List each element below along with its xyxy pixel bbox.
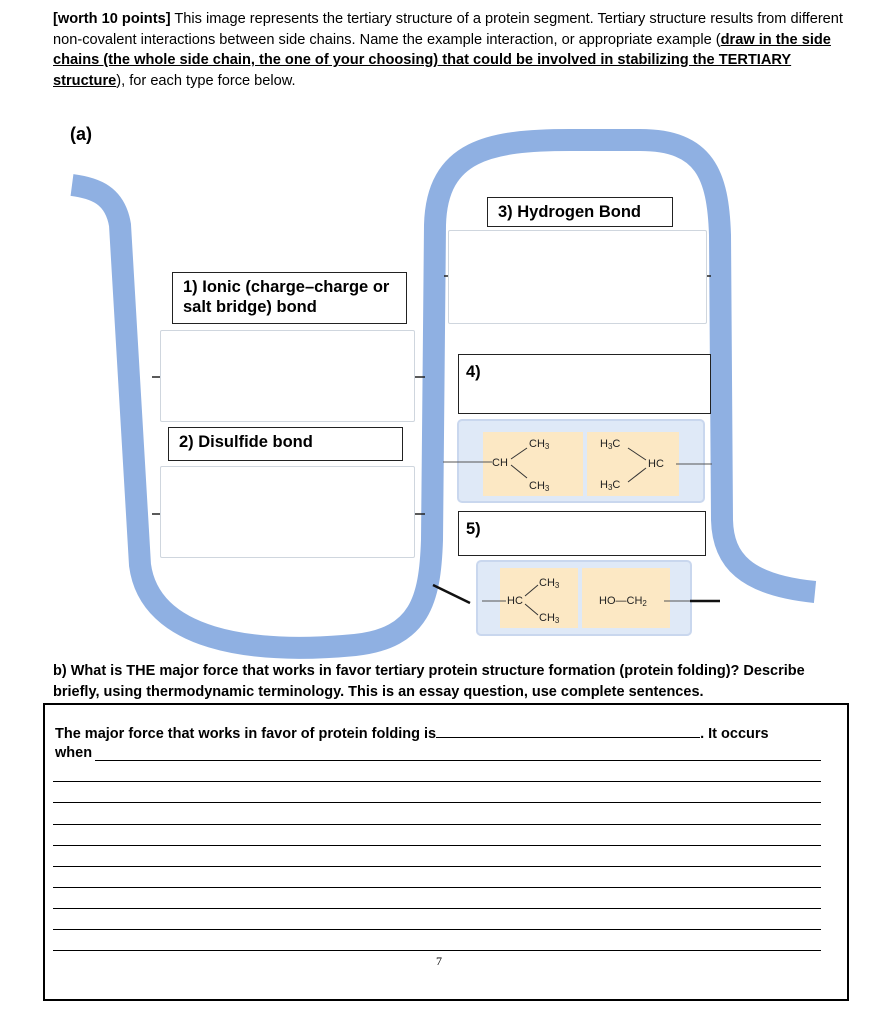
isopropyl-left-bottom: [529, 480, 549, 495]
essay-rule[interactable]: [53, 845, 821, 846]
hydrogen-bond-label: 3) Hydrogen Bond: [487, 197, 673, 227]
essay-rule[interactable]: [53, 866, 821, 867]
essay-prompt-line-1: [55, 723, 769, 742]
page-number: 7: [436, 954, 442, 968]
essay-line1-end: . It occurs: [700, 726, 769, 742]
essay-rule[interactable]: [95, 760, 821, 761]
chem-text: $CH_3$: [539, 612, 560, 625]
essay-answer-box[interactable]: [43, 703, 849, 1001]
essay-rule[interactable]: [53, 887, 821, 888]
essay-rule[interactable]: [53, 929, 821, 930]
isopropyl-right-top: [600, 438, 620, 453]
question-b-text: b) What is THE major force that works in favor tertiary protein structure formation (protein folding)? Describe briefly, using thermodynamic terminology. This is an essay question, use complete sentences.: [53, 663, 805, 700]
bottom-left-bottom: [539, 612, 559, 627]
chem-text: $CH_3$: [529, 480, 550, 493]
interaction-4-label: 4): [466, 363, 481, 381]
chem-text: $H_3C$: [600, 479, 621, 492]
interaction-5-label: 5): [466, 520, 481, 538]
disulfide-answer-box[interactable]: [160, 466, 415, 558]
points-label: [worth 10 points]: [53, 11, 171, 27]
isopropyl-left-ch: CH: [492, 457, 508, 469]
question-a-text-1: This image represents the tertiary structure of a protein segment. Tertiary structure results from different non-covalent interactions between side chains. Name the example interaction, or appropriate example (: [53, 11, 843, 48]
essay-rule[interactable]: [53, 824, 821, 825]
disulfide-bond-label: 2) Disulfide bond: [168, 427, 403, 461]
essay-line1-start: The major force that works in favor of protein folding is: [55, 726, 437, 742]
question-a-emphasis: draw in the side chains (the whole side chain, the one of your choosing) that could be involved in stabilizing the TERTIARY structure: [53, 31, 831, 89]
essay-rule[interactable]: [53, 781, 821, 782]
ionic-answer-box[interactable]: [160, 330, 415, 422]
essay-prompt-line-2: [55, 745, 92, 761]
hbond-answer-box[interactable]: [448, 230, 707, 324]
essay-rule[interactable]: [53, 802, 821, 803]
chem-text: $CH_3$: [529, 438, 550, 451]
answer-box-4[interactable]: [458, 354, 711, 414]
figure-label: (a): [70, 124, 92, 144]
bottom-left-hc: HC: [507, 595, 523, 607]
isopropyl-left-top: [529, 438, 549, 453]
isopropyl-right-hc: HC: [648, 458, 664, 470]
ionic-bond-label: 1) Ionic (charge–charge or salt bridge) bond: [172, 272, 407, 324]
bottom-right-hoch2: $HO—CH_2$: [599, 595, 647, 608]
bottom-left-top: [539, 577, 559, 592]
essay-blank-1[interactable]: [436, 723, 700, 738]
connector-line: [433, 585, 470, 603]
chem-text: $CH_3$: [539, 577, 560, 590]
essay-rule[interactable]: [53, 950, 821, 951]
essay-rule[interactable]: [53, 908, 821, 909]
essay-line2-start: when: [55, 745, 93, 761]
answer-box-5[interactable]: [458, 511, 706, 556]
question-a-text-2: ), for each type force below.: [116, 72, 296, 89]
isopropyl-right-bottom: [600, 479, 620, 494]
chem-text: $H_3C$: [600, 438, 621, 451]
